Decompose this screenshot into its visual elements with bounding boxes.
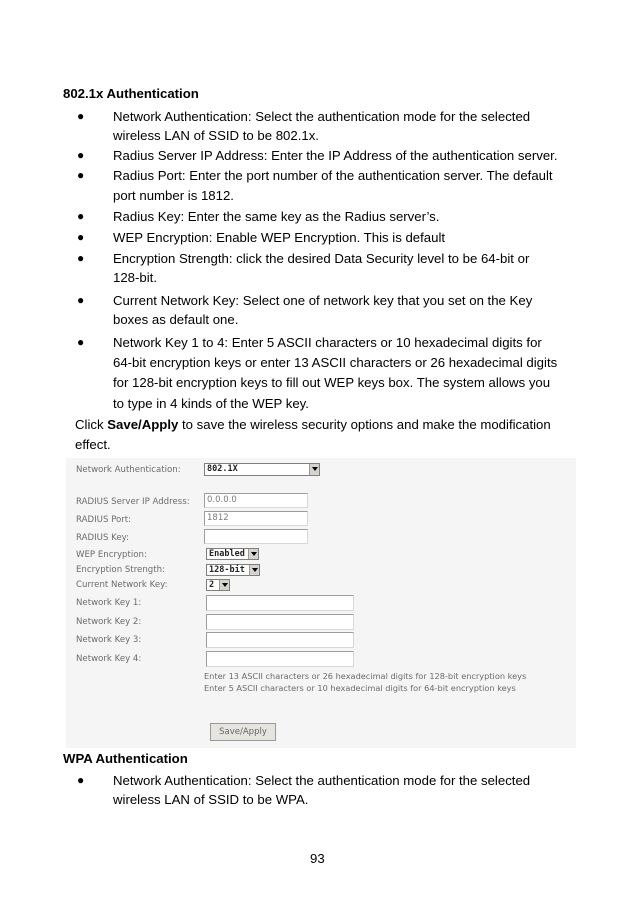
network-key-2-label: Network Key 2:: [76, 617, 142, 627]
radius-port-input[interactable]: 1812: [204, 511, 308, 526]
bullet-text-line: Radius Server IP Address: Enter the IP Address of the authentication server.: [113, 148, 558, 163]
page-number: 93: [310, 851, 325, 866]
instruction-text: [75, 415, 551, 434]
bullet-text-line: port number is 1812.: [113, 188, 234, 203]
bullet-marker: ●: [77, 773, 85, 787]
encryption-strength-label: Encryption Strength:: [76, 565, 165, 575]
bullet-text-line: Current Network Key: Select one of network key that you set on the Key: [113, 293, 533, 308]
network-key-2-input[interactable]: [206, 614, 354, 630]
network-key-1-input[interactable]: [206, 595, 354, 611]
encryption-strength-select[interactable]: [206, 564, 260, 576]
bullet-marker: ●: [77, 230, 85, 244]
bullet-text-line: Encryption Strength: click the desired Data Security level to be 64-bit or: [113, 251, 530, 266]
key-length-note-64: Enter 5 ASCII characters or 10 hexadecimal digits for 64-bit encryption keys: [204, 683, 516, 693]
bullet-marker: ●: [77, 109, 85, 123]
current-network-key-value: 2: [209, 580, 215, 590]
bullet-text-line: for 128-bit encryption keys to fill out WEP keys box. The system allows you: [113, 375, 551, 390]
radius-ip-input[interactable]: 0.0.0.0: [204, 493, 308, 508]
bullet-text-line: Radius Key: Enter the same key as the Radius server’s.: [113, 209, 440, 224]
key-length-note-128: Enter 13 ASCII characters or 26 hexadecimal digits for 128-bit encryption keys: [204, 671, 527, 681]
radius-key-input[interactable]: [204, 529, 308, 544]
instruction-text-line2: effect.: [75, 437, 111, 452]
chevron-down-icon: [248, 549, 258, 559]
bullet-text-line: Network Key 1 to 4: Enter 5 ASCII characters or 10 hexadecimal digits for: [113, 335, 542, 350]
radius-ip-label: RADIUS Server IP Address:: [76, 497, 190, 507]
network-key-3-input[interactable]: [206, 632, 354, 648]
section-heading-wpa: WPA Authentication: [63, 751, 188, 766]
bullet-marker: ●: [77, 251, 85, 265]
bullet-text-line: Network Authentication: Select the authentication mode for the selected: [113, 109, 531, 124]
instruction-suffix: to save the wireless security options and make the modification: [178, 417, 551, 432]
network-auth-select[interactable]: [204, 463, 320, 476]
chevron-down-icon: [219, 580, 229, 590]
wep-encryption-select[interactable]: [206, 548, 259, 560]
bullet-text-line: 128-bit.: [113, 270, 157, 285]
instruction-prefix: Click: [75, 417, 108, 432]
chevron-down-icon: [309, 464, 319, 475]
bullet-text-line: wireless LAN of SSID to be 802.1x.: [113, 128, 319, 143]
bullet-text-line: Radius Port: Enter the port number of the authentication server. The default: [113, 168, 553, 183]
radius-key-label: RADIUS Key:: [76, 533, 129, 543]
network-auth-value: 802.1X: [207, 464, 238, 474]
instruction-bold-save-apply: Save/Apply: [107, 417, 179, 432]
network-auth-label: Network Authentication:: [76, 465, 181, 475]
bullet-text-line: WEP Encryption: Enable WEP Encryption. This is default: [113, 230, 446, 245]
bullet-marker: ●: [77, 168, 85, 182]
radius-port-label: RADIUS Port:: [76, 515, 132, 525]
current-network-key-label: Current Network Key:: [76, 580, 168, 590]
wep-encryption-label: WEP Encryption:: [76, 550, 147, 560]
network-key-3-label: Network Key 3:: [76, 635, 142, 645]
bullet-text-line: to type in 4 kinds of the WEP key.: [113, 396, 309, 411]
save-apply-button[interactable]: Save/Apply: [210, 723, 276, 741]
bullet-text-line: wireless LAN of SSID to be WPA.: [113, 792, 309, 807]
network-key-1-label: Network Key 1:: [76, 598, 142, 608]
current-network-key-select[interactable]: [206, 579, 230, 591]
bullet-marker: ●: [77, 335, 85, 349]
bullet-text-line: 64-bit encryption keys or enter 13 ASCII characters or 26 hexadecimal digits: [113, 355, 558, 370]
section-heading-8021x: 802.1x Authentication: [63, 86, 199, 101]
network-key-4-label: Network Key 4:: [76, 654, 142, 664]
bullet-text-line: boxes as default one.: [113, 312, 239, 327]
bullet-marker: ●: [77, 148, 85, 162]
encryption-strength-value: 128-bit: [209, 565, 245, 575]
bullet-marker: ●: [77, 293, 85, 307]
bullet-text-line: Network Authentication: Select the authentication mode for the selected: [113, 773, 531, 788]
network-key-4-input[interactable]: [206, 651, 354, 667]
chevron-down-icon: [249, 565, 259, 575]
wep-encryption-value: Enabled: [209, 549, 245, 559]
settings-screenshot: [66, 458, 576, 748]
bullet-marker: ●: [77, 209, 85, 223]
